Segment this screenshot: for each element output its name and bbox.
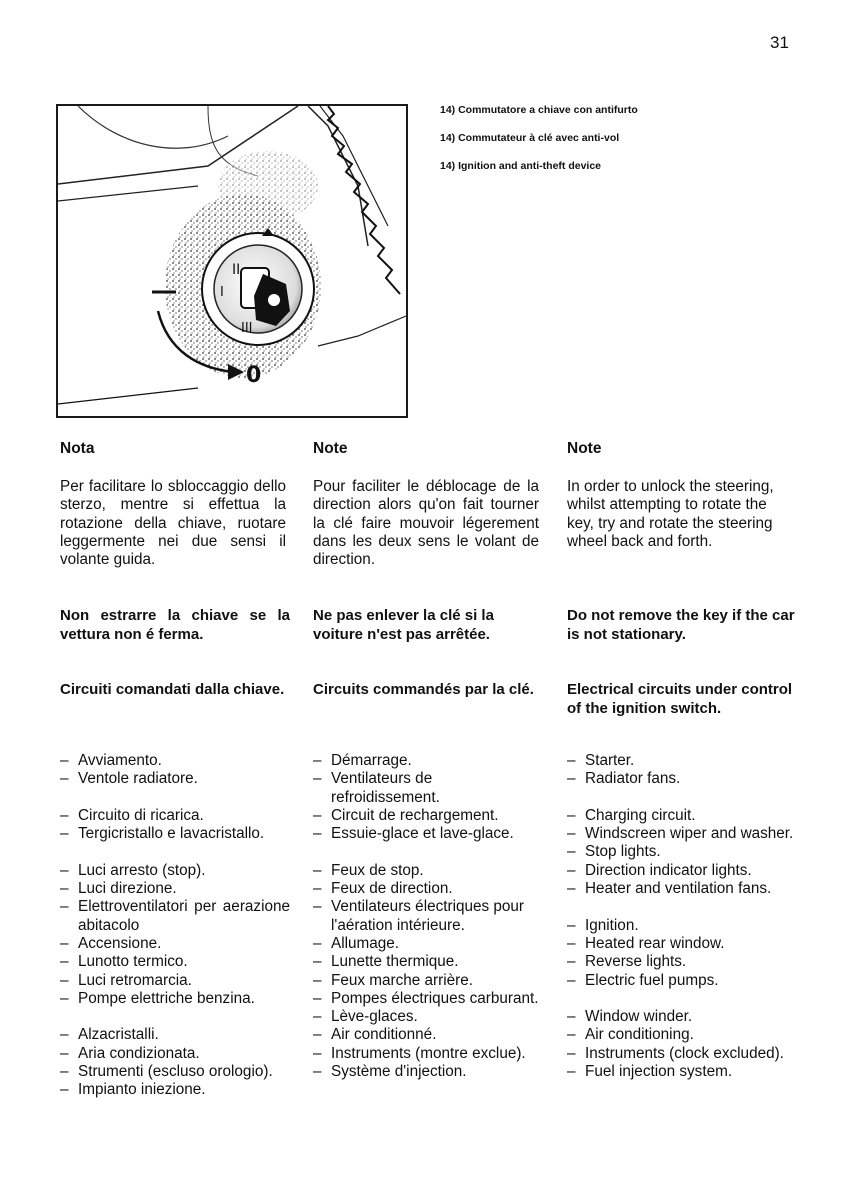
- list-item: – Ventilateurs de refroidissement.: [313, 770, 543, 807]
- note-body: Pour faciliter le déblocage de la direction alors qu'on fait tourner la clé faire mouvoir légerement dans les deux sens le volant de direction.: [313, 478, 539, 569]
- list-item: – Feux marche arrière.: [313, 972, 543, 990]
- list-item: – Electric fuel pumps.: [567, 972, 797, 990]
- caption-english: 14) Ignition and anti-theft device: [440, 160, 602, 172]
- list-item: – Allumage.: [313, 935, 543, 953]
- warning-text: Ne pas enlever la clé si la voiture n'est pas arrêtée.: [313, 607, 494, 643]
- note-title: Note: [313, 440, 348, 457]
- list-item: – Système d'injection.: [313, 1063, 543, 1081]
- list-item: – Heated rear window.: [567, 935, 797, 953]
- list-item: – Stop lights.: [567, 843, 797, 861]
- list-item: – Impianto iniezione.: [60, 1081, 290, 1099]
- list-item: – Ventilateurs électriques pour l'aération intérieure.: [313, 898, 543, 935]
- circuits-list: [60, 752, 290, 1100]
- circuits-list: [313, 752, 543, 1081]
- list-item: – Lève-glaces.: [313, 1008, 543, 1026]
- caption-french: 14) Commutateur à clé avec anti-vol: [440, 132, 620, 144]
- list-item: – Accensione.: [60, 935, 290, 953]
- list-item: – Lunette thermique.: [313, 953, 543, 971]
- circuits-title: Circuiti comandati dalla chiave.: [60, 681, 285, 698]
- warning-text: Do not remove the key if the car is not stationary.: [567, 607, 795, 643]
- warning-text: Non estrarre la chiave se la vettura non é ferma.: [60, 607, 290, 643]
- caption-italian: 14) Commutatore a chiave con antifurto: [440, 104, 638, 116]
- ignition-switch-drawing: [58, 106, 406, 416]
- figure-captions: [440, 104, 638, 188]
- list-item: – Heater and ventilation fans.: [567, 880, 797, 898]
- note-body: In order to unlock the steering, whilst attempting to rotate the key, try and rotate the steering wheel back and forth.: [567, 478, 774, 550]
- list-item: – Charging circuit.: [567, 807, 797, 825]
- list-item: – Air conditioning.: [567, 1026, 797, 1044]
- list-item: – Alzacristalli.: [60, 1026, 290, 1044]
- list-item: – Luci retromarcia.: [60, 972, 290, 990]
- list-item: – Circuit de rechargement.: [313, 807, 543, 825]
- list-item: – Luci arresto (stop).: [60, 862, 290, 880]
- column-english: [567, 440, 795, 1081]
- list-item: – Feux de stop.: [313, 862, 543, 880]
- key-position-label: I: [220, 285, 224, 300]
- ignition-switch-illustration: [56, 104, 408, 418]
- list-item: – Circuito di ricarica.: [60, 807, 290, 825]
- note-title: Nota: [60, 440, 95, 457]
- list-item: – Avviamento.: [60, 752, 290, 770]
- circuits-list: [567, 752, 797, 1081]
- list-item: – Air conditionné.: [313, 1026, 543, 1044]
- list-item: – Instruments (montre exclue).: [313, 1045, 543, 1063]
- list-item: – Tergicristallo e lavacristallo.: [60, 825, 290, 843]
- list-item: – Pompe elettriche benzina.: [60, 990, 290, 1008]
- circuits-title: Circuits commandés par la clé.: [313, 681, 534, 698]
- note-body: Per facilitare lo sbloccaggio dello sterzo, mentre si effettua la rotazione della chiave, ruotare leggermente nei due sensi il volante guida.: [60, 478, 286, 569]
- list-item: – Feux de direction.: [313, 880, 543, 898]
- list-item: – Ignition.: [567, 917, 797, 935]
- page-number: 31: [770, 33, 789, 52]
- list-item: – Aria condizionata.: [60, 1045, 290, 1063]
- list-item: – Radiator fans.: [567, 770, 797, 788]
- note-title: Note: [567, 440, 602, 457]
- list-item: – Window winder.: [567, 1008, 797, 1026]
- key-position-label: III: [241, 321, 253, 336]
- list-item: – Essuie-glace et lave-glace.: [313, 825, 543, 843]
- list-item: – Elettroventilatori per aerazione abitacolo: [60, 898, 290, 935]
- column-italian: [60, 440, 290, 1099]
- list-item: – Ventole radiatore.: [60, 770, 290, 788]
- list-item: – Direction indicator lights.: [567, 862, 797, 880]
- list-item: – Lunotto termico.: [60, 953, 290, 971]
- column-french: [313, 440, 539, 1081]
- list-item: – Reverse lights.: [567, 953, 797, 971]
- list-item: – Starter.: [567, 752, 797, 770]
- list-item: – Strumenti (escluso orologio).: [60, 1063, 290, 1081]
- key-position-label: II: [232, 262, 241, 278]
- list-item: – Fuel injection system.: [567, 1063, 797, 1081]
- list-item: – Luci direzione.: [60, 880, 290, 898]
- list-item: – Démarrage.: [313, 752, 543, 770]
- list-item: – Pompes électriques carburant.: [313, 990, 543, 1008]
- key-position-label: 0: [246, 363, 262, 388]
- circuits-title: Electrical circuits under control of the ignition switch.: [567, 681, 793, 717]
- list-item: – Windscreen wiper and washer.: [567, 825, 797, 843]
- list-item: – Instruments (clock excluded).: [567, 1045, 797, 1063]
